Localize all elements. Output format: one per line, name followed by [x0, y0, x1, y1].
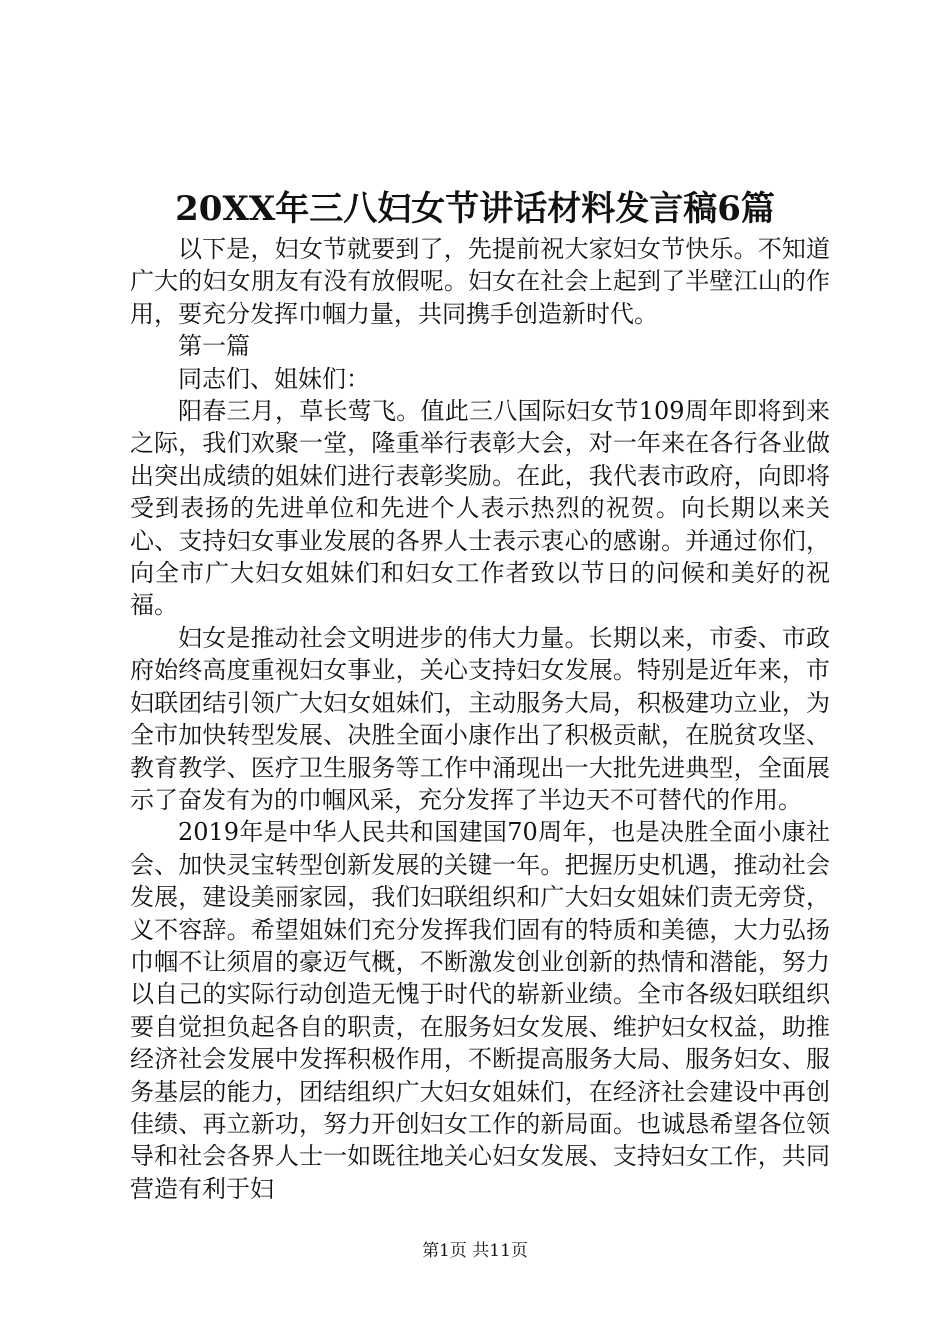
document-title: 20XX年三八妇女节讲话材料发言稿6篇 [175, 189, 775, 229]
document-body [130, 233, 830, 1205]
section-heading: 第一篇 [178, 332, 250, 361]
body-paragraph: 妇女是推动社会文明进步的伟大力量。长期以来，市委、市政府始终高度重视妇女事业，关心支持妇女发展。特别是近年来，市妇联团结引领广大妇女姐妹们，主动服务大局，积极建功立业，为全市加快转型发展、决胜全面小康作出了积极贡献，在脱贫攻坚、教育教学、医疗卫生服务等工作中涌现出一大批先进典型，全面展示了奋发有为的巾帼风采，充分发挥了半边天不可替代的作用。 [130, 623, 830, 814]
intro-paragraph: 以下是，妇女节就要到了，先提前祝大家妇女节快乐。不知道广大的妇女朋友有没有放假呢。妇女在社会上起到了半壁江山的作用，要充分发挥巾帼力量，共同携手创造新时代。 [130, 235, 830, 328]
body-paragraph: 阳春三月，草长莺飞。值此三八国际妇女节109周年即将到来之际，我们欢聚一堂，隆重举行表彰大会，对一年来在各行各业做出突出成绩的姐妹们进行表彰奖励。在此，我代表市政府，向即将受到表扬的先进单位和先进个人表示热烈的祝贺。向长期以来关心、支持妇女事业发展的各界人士表示衷心的感谢。并通过你们，向全市广大妇女姐妹们和妇女工作者致以节日的问候和美好的祝福。 [130, 397, 830, 620]
body-paragraph: 2019年是中华人民共和国建国70周年，也是决胜全面小康社会、加快灵宝转型创新发展的关键一年。把握历史机遇，推动社会发展，建设美丽家园，我们妇联组织和广大妇女姐妹们责无旁贷，义不容辞。希望姐妹们充分发挥我们固有的特质和美德，大力弘扬巾帼不让须眉的豪迈气概，不断激发创业创新的热情和潜能，努力以自己的实际行动创造无愧于时代的崭新业绩。全市各级妇联组织要自觉担负起各自的职责，在服务妇女发展、维护妇女权益，助推经济社会发展中发挥积极作用，不断提高服务大局、服务妇女、服务基层的能力，团结组织广大妇女姐妹们，在经济社会建设中再创佳绩、再立新功，努力开创妇女工作的新局面。也诚恳希望各位领导和社会各界人士一如既往地关心妇女发展、支持妇女工作，共同营造有利于妇 [130, 818, 830, 1203]
page-number-footer: 第1页 共11页 [422, 1241, 528, 1261]
salutation: 同志们、姐妹们： [178, 364, 370, 393]
